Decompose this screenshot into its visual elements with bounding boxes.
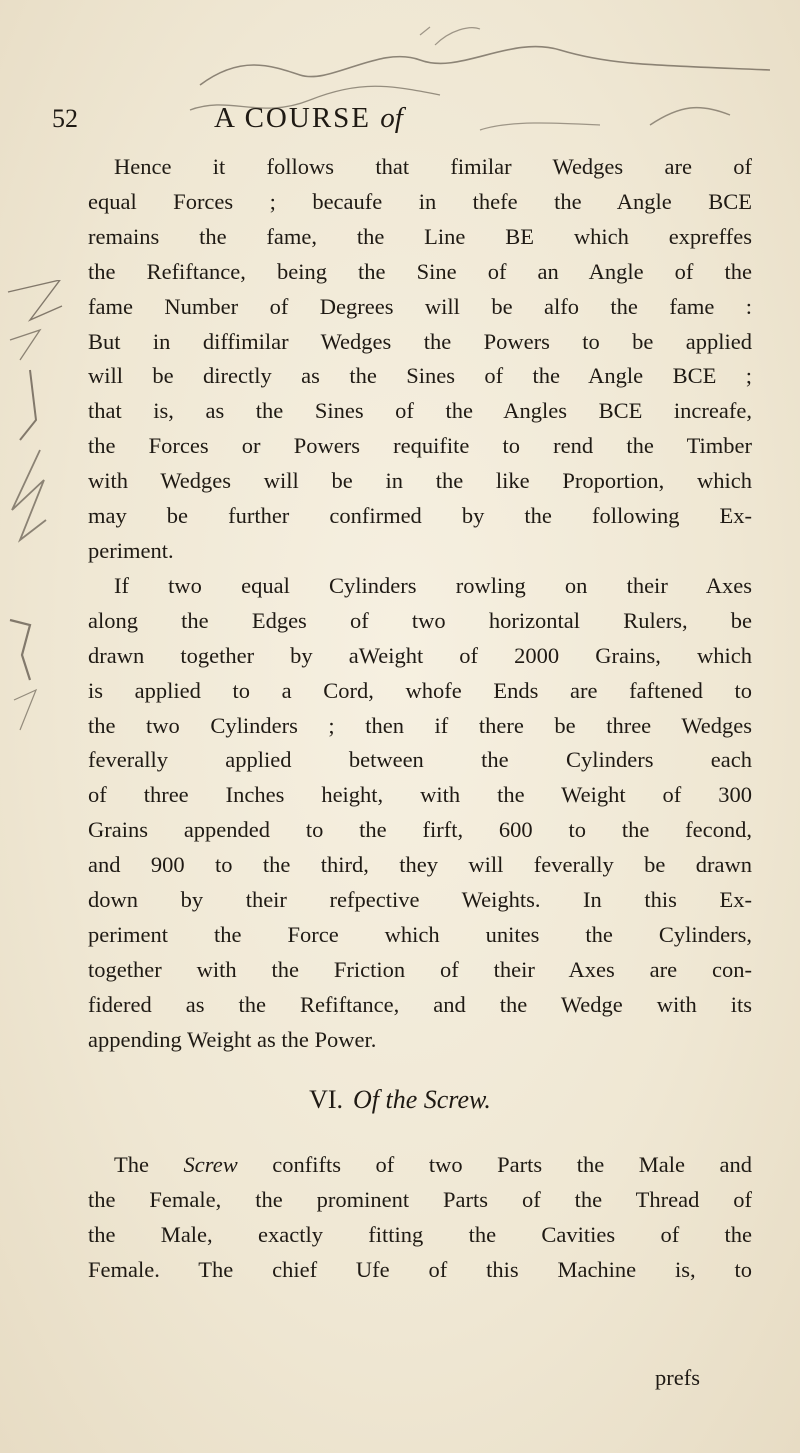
text-line: If two equal Cylinders rowling on their Axes	[114, 572, 752, 598]
text-line: periment.	[88, 537, 174, 563]
section-number: VI.	[309, 1085, 343, 1114]
text-line: periment the Force which unites the Cylinders,	[88, 921, 752, 947]
text-line: down by their refpective Weights. In this Ex-	[88, 887, 752, 913]
text-line: Grains appended to the firft, 600 to the fecond,	[88, 817, 752, 843]
text-line: equal Forces ; becaufe in thefe the Angle BCE	[88, 188, 752, 214]
text-fragment: confifts of two Parts the Male and	[237, 1152, 753, 1177]
text-fragment: The	[114, 1152, 184, 1177]
paragraph-screw	[88, 1148, 752, 1288]
running-head-suffix: of	[380, 102, 403, 134]
text-line: the Refiftance, being the Sine of an Angle of the	[88, 258, 752, 284]
paragraph-wedges	[88, 150, 752, 569]
text-line: is applied to a Cord, whofe Ends are faftened to	[88, 677, 752, 703]
text-line: along the Edges of two horizontal Rulers, be	[88, 607, 752, 633]
text-line: the two Cylinders ; then if there be three Wedges	[88, 712, 752, 738]
page-number: 52	[52, 104, 78, 133]
section-heading	[0, 1085, 800, 1115]
italic-term-screw: Screw	[183, 1152, 238, 1177]
text-line: with Wedges will be in the like Proportion, which	[88, 468, 752, 494]
text-line: and 900 to the third, they will feverally be drawn	[88, 852, 752, 878]
text-line: will be directly as the Sines of the Angle BCE ;	[88, 363, 752, 389]
text-line: appending Weight as the Power.	[88, 1026, 377, 1052]
text-line: Female. The chief Ufe of this Machine is, to	[88, 1256, 752, 1282]
text-line: the Forces or Powers requifite to rend the Timber	[88, 433, 752, 459]
text-line: drawn together by aWeight of 2000 Grains, which	[88, 642, 752, 668]
text-line: together with the Friction of their Axes are con-	[88, 956, 752, 982]
text-line: the Male, exactly fitting the Cavities of the	[88, 1221, 752, 1247]
running-head-title: A COURSE	[214, 102, 372, 134]
text-line: But in diffimilar Wedges the Powers to be applied	[88, 328, 752, 354]
paragraph-experiment	[88, 569, 752, 1058]
text-line: Hence it follows that fimilar Wedges are of	[114, 154, 752, 179]
text-line: of three Inches height, with the Weight of 300	[88, 782, 752, 808]
main-text	[88, 150, 752, 1058]
text-line	[88, 1148, 752, 1183]
text-line: the Female, the prominent Parts of the Thread of	[88, 1186, 752, 1212]
text-line: fame Number of Degrees will be alfo the fame :	[88, 293, 752, 319]
text-line: may be further confirmed by the following Ex-	[88, 503, 752, 529]
running-head	[214, 102, 403, 135]
text-line: that is, as the Sines of the Angles BCE increafe,	[88, 398, 752, 424]
section-title: Of the Screw.	[353, 1085, 491, 1114]
page-header	[52, 102, 752, 146]
text-line: feverally applied between the Cylinders each	[88, 747, 752, 773]
text-line: fidered as the Refiftance, and the Wedge with its	[88, 991, 752, 1017]
catchword: prefs	[655, 1365, 700, 1390]
text-line: remains the fame, the Line BE which expreffes	[88, 223, 752, 249]
margin-pen-marks	[0, 280, 80, 780]
